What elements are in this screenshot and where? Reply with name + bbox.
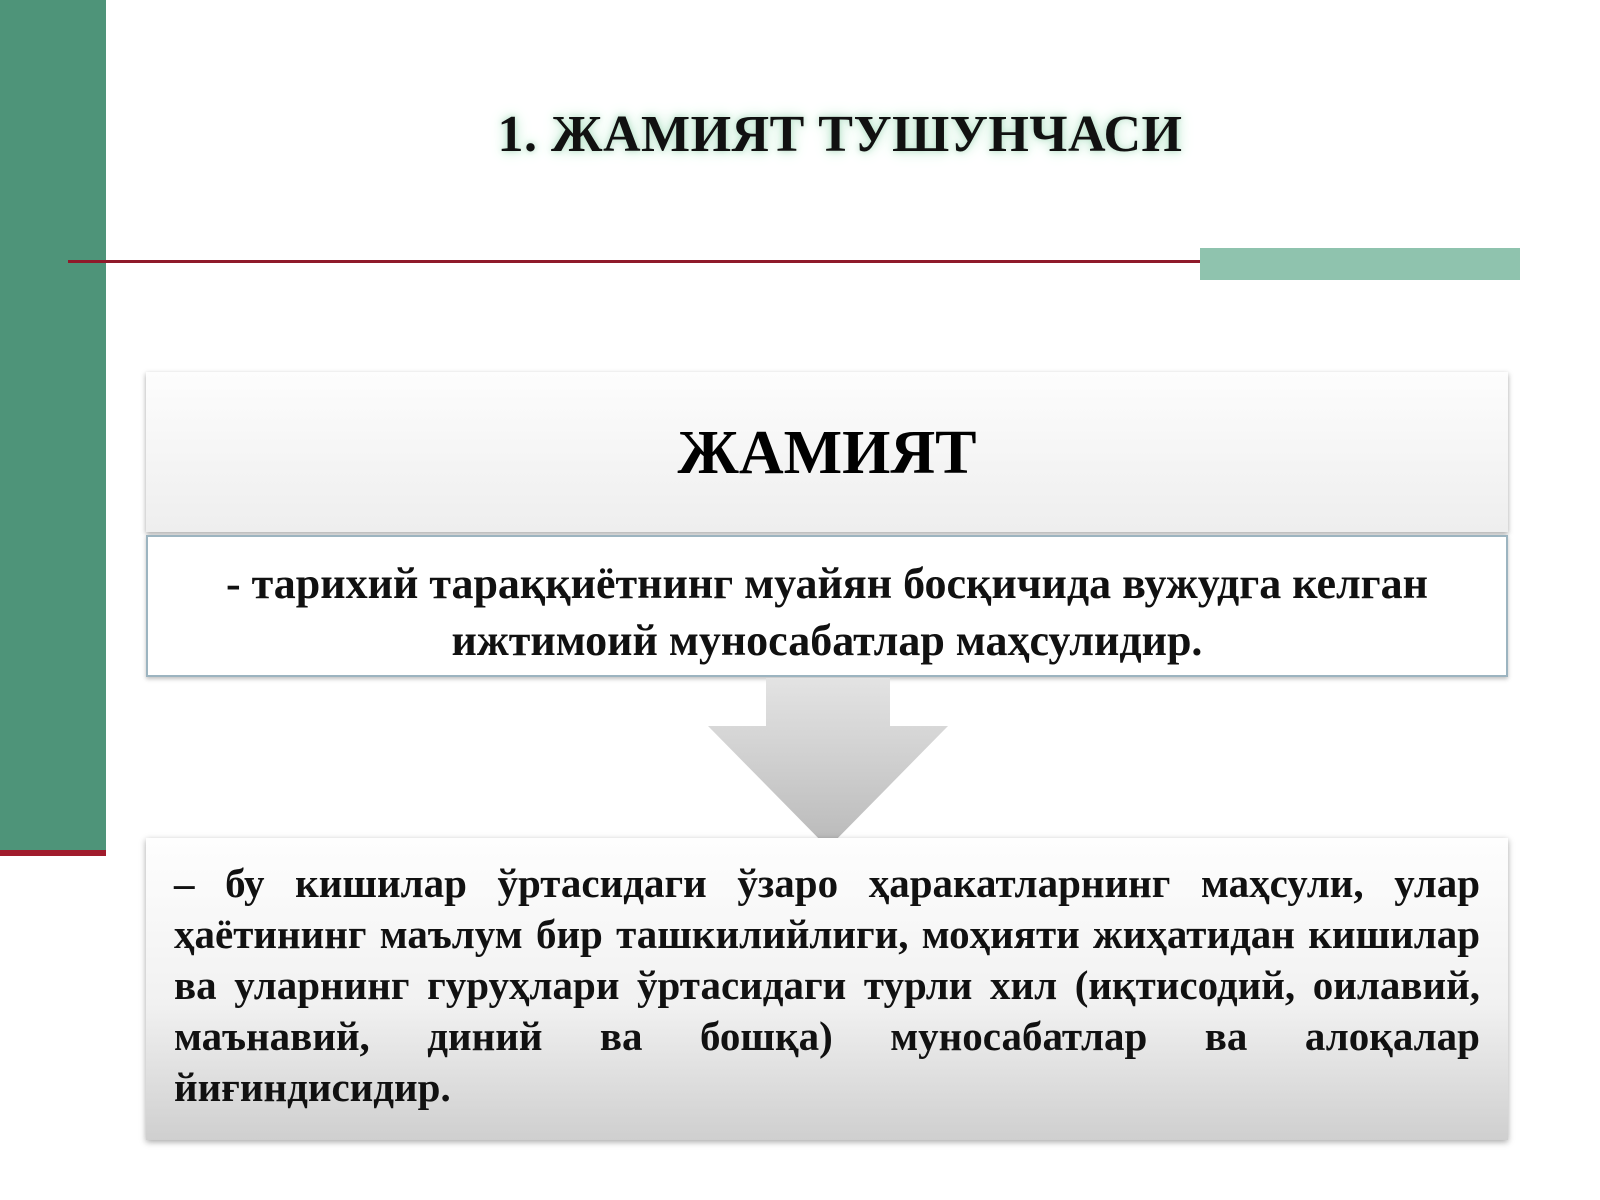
definition-box (146, 535, 1508, 677)
term-box (146, 372, 1508, 532)
explanation-box (146, 838, 1508, 1140)
explanation-text: – бу кишилар ўртасидаги ўзаро ҳаракатларнинг маҳсули, улар ҳаётининг маълум бир ташкилийлиги, моҳияти жиҳатидан кишилар ва уларнинг гуруҳлари ўртасидаги турли хил (иқтисодий, оилавий, маънавий, диний ва бошқа) муносабатлар ва алоқалар йиғиндисидир. (174, 860, 1480, 1110)
left-accent-bar (0, 0, 106, 850)
title-divider-block (1200, 248, 1520, 280)
slide-title: 1. ЖАМИЯТ ТУШУНЧАСИ (497, 106, 1183, 163)
term-title: ЖАМИЯТ (677, 419, 977, 487)
left-accent-bar-base (0, 850, 106, 856)
down-arrow-icon (708, 678, 948, 848)
definition-text: - тарихий тараққиётнинг муайян босқичида вужудга келган ижтимоий муносабатлар маҳсулидир. (225, 559, 1428, 665)
